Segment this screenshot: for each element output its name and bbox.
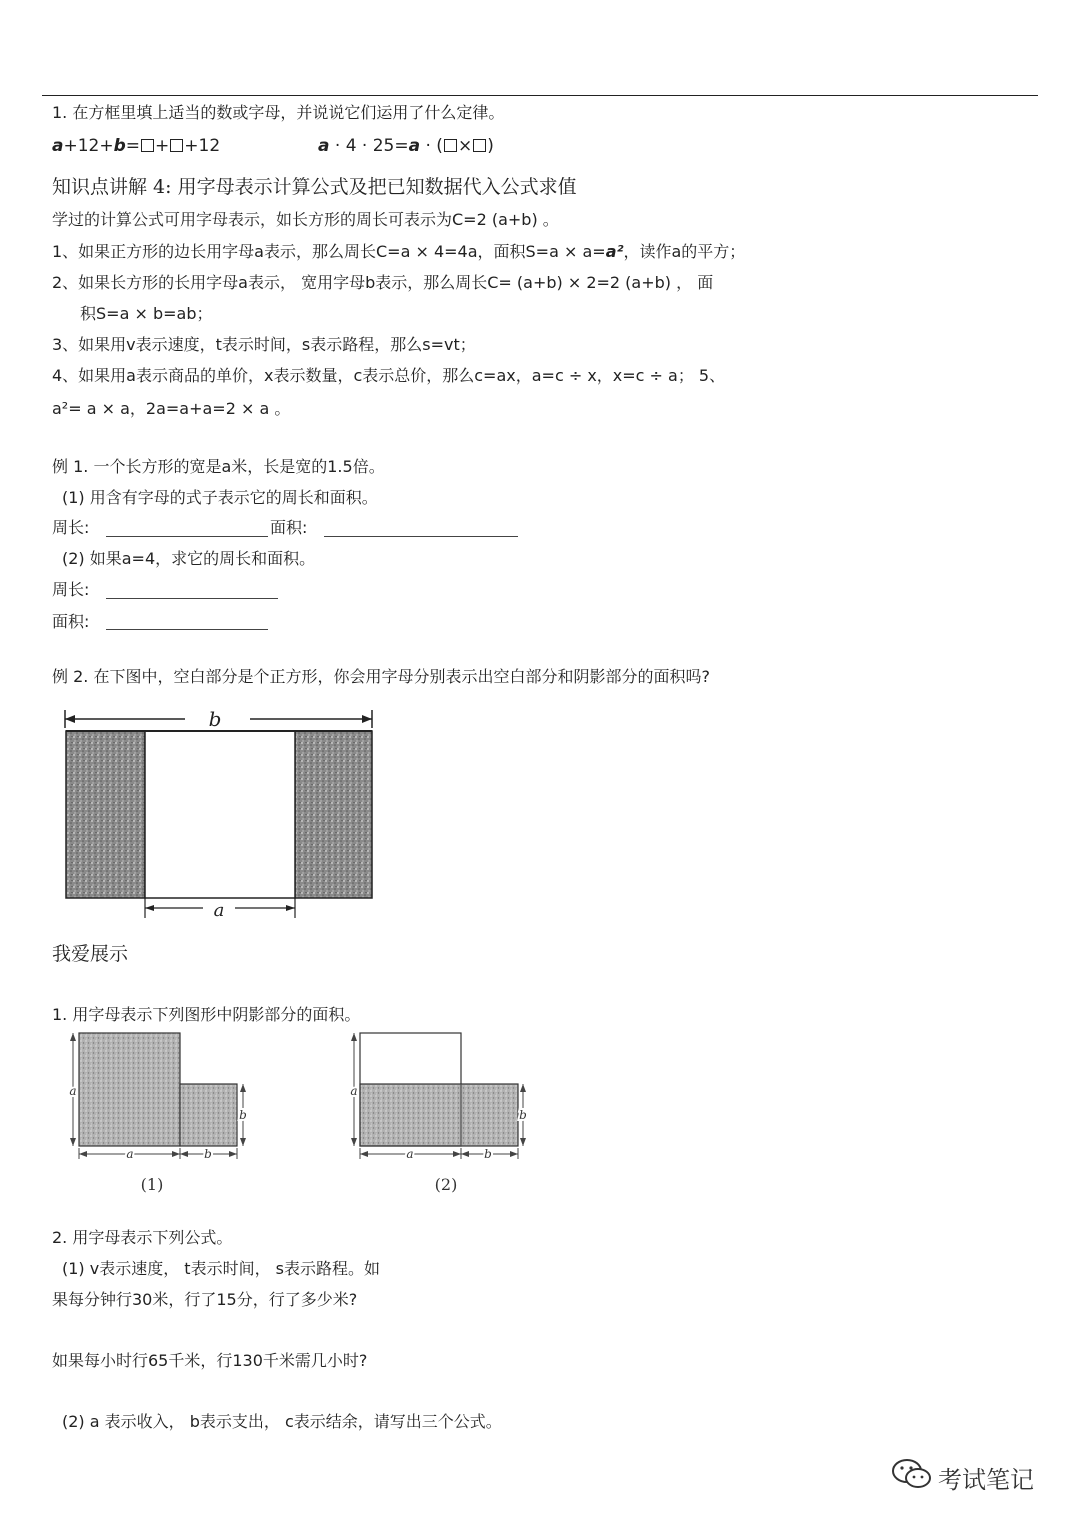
q1-title: 1. 在方框里填上适当的数或字母，并说说它们运用了什么定律。 — [52, 103, 505, 122]
label-b: b — [239, 1108, 247, 1122]
label-b: b — [204, 1147, 212, 1161]
knowledge-heading: 知识点讲解 4: 用字母表示计算公式及把已知数据代入公式求值 — [52, 176, 577, 198]
q1-expr1 — [52, 136, 220, 156]
expr-text: ) — [487, 136, 494, 156]
area-answer-line[interactable] — [324, 536, 518, 537]
show-figure-2 — [340, 1025, 540, 1200]
blank-box — [141, 139, 154, 152]
top-rule — [42, 95, 1038, 96]
wechat-icon — [890, 1457, 934, 1491]
item-text: 1、如果正方形的边长用字母a表示，那么周长C=a × 4=4a，面积S=a × a= — [52, 242, 606, 261]
expr-text: + — [155, 136, 170, 156]
figure-caption-1: (1) — [140, 1175, 164, 1194]
expr-text: × — [457, 136, 473, 156]
label-b: b — [519, 1108, 527, 1122]
white-square — [145, 731, 295, 898]
area-answer-line-2[interactable] — [106, 629, 268, 630]
var-a: a — [52, 136, 64, 156]
example1-title: 例 1. 一个长方形的宽是a米，长是宽的1.5倍。 — [52, 457, 385, 476]
example2-title: 例 2. 在下图中，空白部分是个正方形，你会用字母分别表示出空白部分和阴影部分的面积吗? — [52, 667, 710, 686]
knowledge-item-5: a²= a × a，2a=a+a=2 × a 。 — [52, 399, 291, 418]
blank-box — [444, 139, 457, 152]
label-a: a — [69, 1084, 77, 1098]
blank-box — [170, 139, 183, 152]
perimeter-answer-line[interactable] — [106, 536, 268, 537]
example1-part1: (1) 用含有字母的式子表示它的周长和面积。 — [62, 488, 378, 507]
example2-figure — [55, 700, 385, 925]
knowledge-item-1 — [52, 242, 745, 262]
expr-text: · ( — [420, 136, 443, 156]
knowledge-intro: 学过的计算公式可用字母表示，如长方形的周长可表示为C=2 (a+b) 。 — [52, 210, 559, 229]
watermark-text: 考试笔记 — [938, 1466, 1034, 1494]
show-q2: 2. 用字母表示下列公式。 — [52, 1228, 233, 1247]
var-a: a — [318, 136, 330, 156]
perimeter-label: 周长: — [52, 518, 90, 537]
q1-expr2 — [318, 136, 494, 156]
var-b: b — [113, 136, 126, 156]
area-label: 面积: — [270, 518, 308, 537]
label-a: a — [406, 1147, 414, 1161]
a-squared: a² — [605, 242, 624, 261]
expr-text: +12 — [184, 136, 221, 156]
area-label-2: 面积: — [52, 612, 90, 631]
expr-text: +12+ — [63, 136, 114, 156]
show-q2-2: (2) a 表示收入， b表示支出， c表示结余，请写出三个公式。 — [62, 1412, 502, 1431]
label-a: a — [126, 1147, 134, 1161]
example1-part2: (2) 如果a=4，求它的周长和面积。 — [62, 549, 316, 568]
label-a: a — [213, 900, 225, 921]
perimeter-answer-line-2[interactable] — [106, 598, 278, 599]
blank-box — [473, 139, 486, 152]
label-b: b — [208, 707, 222, 731]
show-q2-1-line2: 果每分钟行30米，行了15分，行了多少米? — [52, 1290, 358, 1309]
item-text: ，读作a的平方； — [623, 242, 746, 261]
knowledge-item-2: 2、如果长方形的长用字母a表示， 宽用字母b表示，那么周长C= (a+b) × 2=2 (a+b) ， 面 — [52, 273, 714, 292]
show-q2-1-line1: (1) v表示速度， t表示时间， s表示路程。如 — [62, 1259, 381, 1278]
show-heading: 我爱展示 — [52, 943, 129, 965]
label-b: b — [484, 1147, 492, 1161]
label-a: a — [350, 1084, 358, 1098]
knowledge-item-3: 3、如果用v表示速度，t表示时间，s表示路程，那么s=vt； — [52, 335, 476, 354]
expr-text: = — [125, 136, 141, 156]
show-q1: 1. 用字母表示下列图形中阴影部分的面积。 — [52, 1005, 361, 1024]
shaded-right — [295, 731, 372, 898]
show-q2-1-line3: 如果每小时行65千米，行130千米需几小时? — [52, 1351, 368, 1370]
expr-text: · 4 · 25= — [329, 136, 409, 156]
shaded-left — [66, 731, 145, 898]
show-figure-1 — [60, 1025, 260, 1200]
knowledge-item-2-cont: 积S=a × b=ab； — [80, 304, 213, 323]
perimeter-label-2: 周长: — [52, 580, 90, 599]
var-a: a — [408, 136, 421, 156]
knowledge-item-4: 4、如果用a表示商品的单价，x表示数量，c表示总价，那么c=ax，a=c ÷ x，x=c ÷ a； 5、 — [52, 366, 726, 385]
figure-caption-2: (2) — [434, 1175, 458, 1194]
